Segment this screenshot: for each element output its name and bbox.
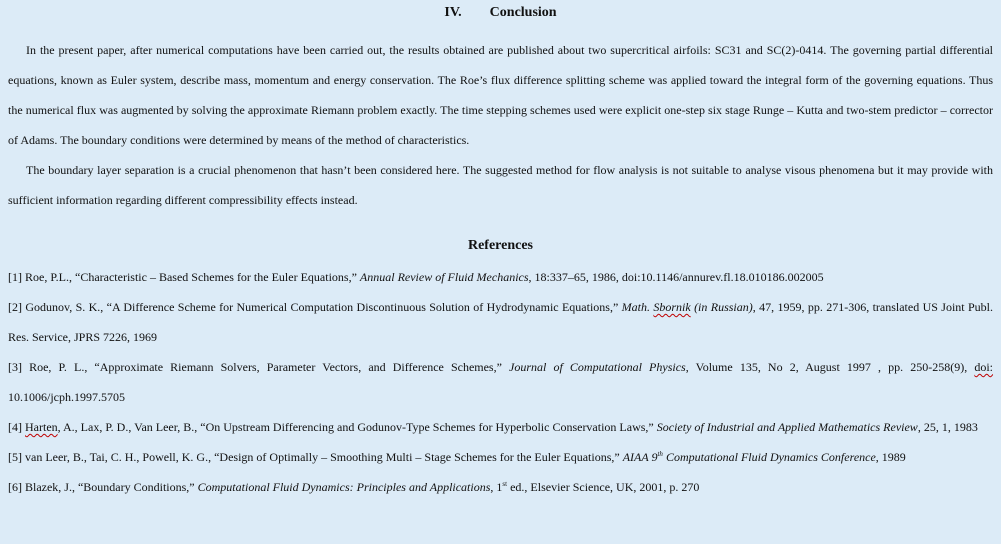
reference-2-journal-b: Sbornik bbox=[653, 300, 691, 314]
reference-4 bbox=[8, 412, 993, 442]
reference-3-authors-title: [3] Roe, P. L., “Approximate Riemann Solvers, Parameter Vectors, and Difference Schemes,” bbox=[8, 360, 510, 374]
reference-3-journal: Journal of Computational Physics bbox=[509, 360, 686, 374]
reference-4-journal: Society of Industrial and Applied Mathematics Review bbox=[656, 420, 918, 434]
reference-5 bbox=[8, 442, 993, 472]
reference-6-superscript: st bbox=[502, 480, 508, 488]
section-title: Conclusion bbox=[489, 5, 557, 20]
reference-6-authors-title: [6] Blazek, J., “Boundary Conditions,” bbox=[8, 480, 198, 494]
conclusion-paragraph-2: The boundary layer separation is a crucial phenomenon that hasn’t been considered here. The suggested method for flow analysis is not suitable to analyse visous phenomena but it may provide with sufficient information regarding different compressibility effects instead. bbox=[8, 163, 993, 207]
reference-1-journal: Annual Review of Fluid Mechanics bbox=[359, 270, 529, 284]
reference-1-authors-title: [1] Roe, P.L., “Characteristic – Based Schemes for the Euler Equations,” bbox=[8, 270, 360, 284]
reference-2-authors-title: [2] Godunov, S. K., “A Difference Scheme for Numerical Computation Discontinuous Solution of Hydrodynamic Equations,” bbox=[8, 300, 622, 314]
reference-3-doi: 10.1006/jcph.1997.5705 bbox=[8, 390, 125, 404]
reference-4-first-author: Harten bbox=[25, 420, 58, 434]
reference-3-doi-label: doi: bbox=[974, 360, 994, 374]
reference-2-journal-c: (in Russian) bbox=[690, 300, 753, 314]
reference-1-details: , 18:337–65, 1986, doi:10.1146/annurev.fl.18.010186.002005 bbox=[528, 270, 824, 284]
references-heading: References bbox=[467, 238, 534, 253]
reference-2 bbox=[8, 292, 993, 352]
reference-6-details: ed., Elsevier Science, UK, 2001, p. 270 bbox=[507, 480, 700, 494]
reference-4-authors-title: , A., Lax, P. D., Van Leer, B., “On Upstream Differencing and Godunov-Type Schemes for Hyperbolic Conservation Laws,” bbox=[57, 420, 657, 434]
reference-2-details: , 47, 1959, pp. 271-306, translated US Joint Publ. Res. Service, JPRS 7226, 1969 bbox=[8, 300, 993, 344]
conclusion-paragraph-1: In the present paper, after numerical computations have been carried out, the results obtained are published about two supercritical airfoils: SC31 and SC(2)-0414. The governing partial differential equations, known as Euler system, describe mass, momentum and energy conservation. The Roe’s flux difference splitting scheme was applied toward the integral form of the governing equations. Thus the numerical flux was augmented by solving the approximate Riemann problem exactly. The time stepping schemes used were explicit one-step six stage Runge – Kutta and two-stem predictor – corrector of Adams. The boundary conditions were determined by means of the method of characteristics. bbox=[8, 43, 993, 147]
reference-5-journal-b: Computational Fluid Dynamics Conference bbox=[662, 450, 876, 464]
reference-5-superscript: th bbox=[657, 450, 663, 458]
reference-6-edition: , 1 bbox=[490, 480, 503, 494]
reference-6-journal: Computational Fluid Dynamics: Principles and Applications bbox=[197, 480, 491, 494]
section-heading bbox=[8, 0, 993, 25]
reference-5-journal-a: AIAA 9 bbox=[622, 450, 658, 464]
reference-3 bbox=[8, 352, 993, 412]
reference-2-journal-a: Math. bbox=[621, 300, 654, 314]
reference-4-number: [4] bbox=[8, 420, 25, 434]
reference-1 bbox=[8, 262, 993, 292]
reference-5-details: , 1989 bbox=[875, 450, 906, 464]
reference-5-authors-title: [5] van Leer, B., Tai, C. H., Powell, K. G., “Design of Optimally – Smoothing Multi – Stage Schemes for the Euler Equations,” bbox=[8, 450, 623, 464]
reference-6 bbox=[8, 472, 993, 502]
section-number: IV. bbox=[444, 5, 462, 20]
reference-4-details: , 25, 1, 1983 bbox=[917, 420, 978, 434]
reference-3-details: , Volume 135, No 2, August 1997 , pp. 250-258(9), bbox=[685, 360, 975, 374]
